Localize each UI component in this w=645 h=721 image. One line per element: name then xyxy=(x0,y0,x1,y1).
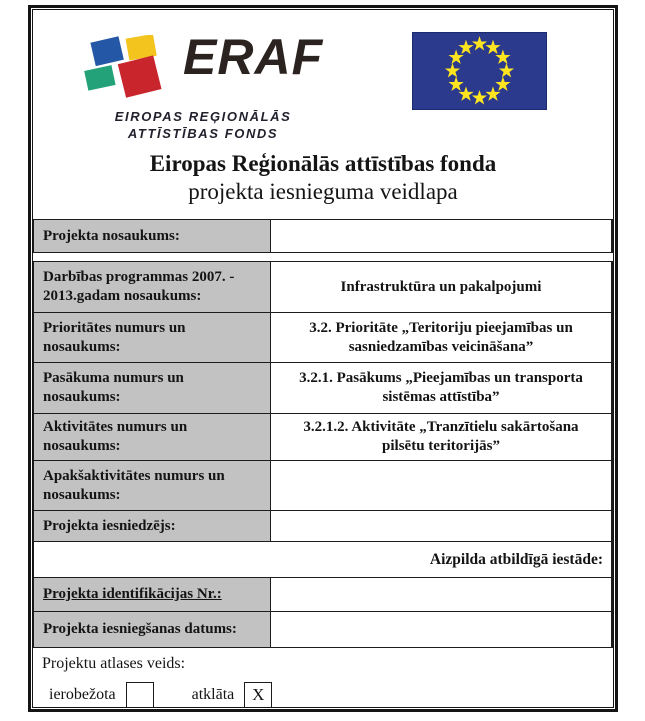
form-table-main xyxy=(33,261,613,648)
field-label: Apakšaktivitātes numurs un nosaukums: xyxy=(34,461,271,510)
option-label-ierobezota: ierobežota xyxy=(49,686,116,703)
form-row-projekta-nosaukums xyxy=(34,220,611,252)
form-row-pasakums xyxy=(34,363,611,414)
field-value-cell[interactable]: Infrastruktūra un pakalpojumi xyxy=(340,278,542,295)
form-row-darbibas-programma xyxy=(34,262,611,313)
official-section-label: Aizpilda atbildīgā iestāde: xyxy=(429,550,603,568)
form-row-aktivitate xyxy=(34,414,611,461)
field-value-cell[interactable]: 3.2. Prioritāte „Teritoriju pieejamības un sasniedzamības veicināšana” xyxy=(309,319,573,355)
eraf-subtitle-line2: ATTĪSTĪBAS FONDS xyxy=(127,126,279,141)
eu-flag-icon xyxy=(412,32,547,110)
field-label: Projekta iesniedzējs: xyxy=(34,511,271,541)
eraf-logo xyxy=(83,31,323,142)
field-label: Aktivitātes numurs un nosaukums: xyxy=(34,414,271,460)
field-value-cell[interactable] xyxy=(271,578,611,611)
eraf-wordmark: ERAF xyxy=(183,29,324,85)
field-value-cell[interactable]: 3.2.1.2. Aktivitāte „Tranzītielu sakārtošana pilsētu teritorijās” xyxy=(303,419,579,454)
option-label-atklata: atklāta xyxy=(191,686,235,703)
page-frame-inner xyxy=(32,9,614,708)
form-row-official-section xyxy=(34,542,611,578)
field-value-cell[interactable] xyxy=(271,461,611,510)
eraf-squares-icon xyxy=(83,35,179,99)
document-title-line2: projekta iesnieguma veidlapa xyxy=(188,179,458,204)
document-title xyxy=(33,150,613,206)
selection-section xyxy=(33,648,613,708)
eraf-subtitle xyxy=(115,108,292,142)
form-row-iesniegsanas-datums xyxy=(34,612,611,647)
form-table-top xyxy=(33,219,613,253)
field-value-cell[interactable] xyxy=(271,220,611,252)
field-value-cell[interactable]: 3.2.1. Pasākums „Pieejamības un transporta sistēmas attīstība” xyxy=(299,370,583,405)
page-frame xyxy=(28,5,618,712)
form-row-iesniedzejs xyxy=(34,511,611,542)
eraf-subtitle-line1: EIROPAS REĢIONĀLĀS xyxy=(114,109,292,124)
form-row-prioritate xyxy=(34,313,611,363)
field-label: Projekta nosaukums: xyxy=(34,220,271,252)
field-value-cell[interactable] xyxy=(271,511,611,541)
header xyxy=(33,10,613,142)
checkbox-atklata[interactable]: X xyxy=(244,682,272,708)
selection-label: Projektu atlases veids: xyxy=(42,655,186,672)
field-label: Prioritātes numurs un nosaukums: xyxy=(34,313,271,362)
field-label: Projekta identifikācijas Nr.: xyxy=(34,578,271,611)
form-row-apaksaktivitate xyxy=(34,461,611,511)
field-label: Pasākuma numurs un nosaukums: xyxy=(34,363,271,413)
table-gap xyxy=(33,253,613,261)
form-row-identifikacijas-nr xyxy=(34,578,611,612)
document-title-line1: Eiropas Reģionālās attīstības fonda xyxy=(149,151,497,176)
checkbox-ierobezota[interactable] xyxy=(126,682,154,708)
field-label: Darbības programmas 2007. - 2013.gadam nosaukums: xyxy=(34,262,271,312)
field-label: Projekta iesniegšanas datums: xyxy=(34,612,271,647)
field-value-cell[interactable] xyxy=(271,612,611,647)
